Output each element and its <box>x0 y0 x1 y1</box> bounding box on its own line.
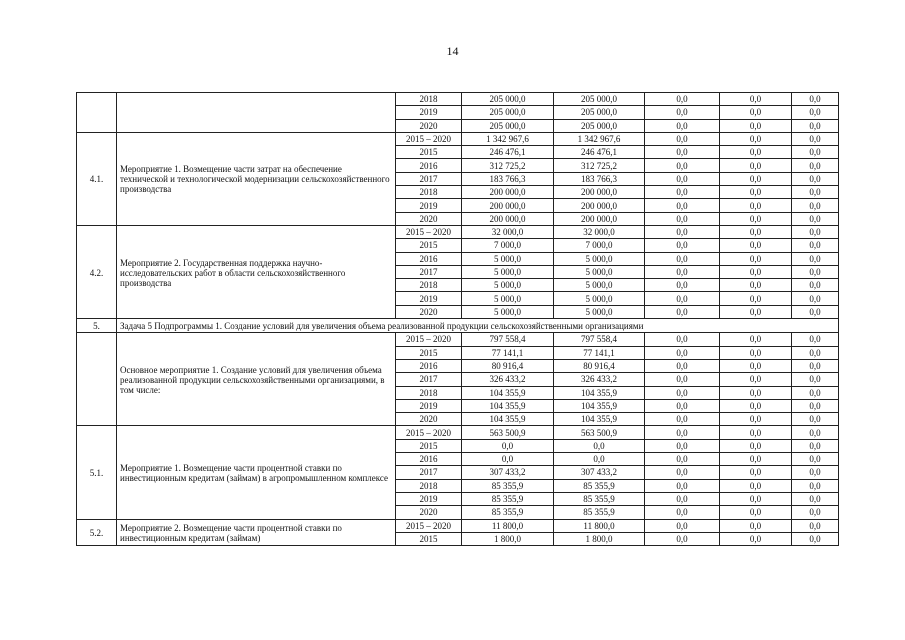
source-2-cell: 0,0 <box>645 399 720 412</box>
source-3-cell: 0,0 <box>720 172 792 185</box>
source-2-cell: 0,0 <box>645 466 720 479</box>
year-cell: 2015 <box>396 146 462 159</box>
source-4-cell: 0,0 <box>792 386 839 399</box>
source-2-cell: 0,0 <box>645 159 720 172</box>
source-4-cell: 0,0 <box>792 159 839 172</box>
source-4-cell: 0,0 <box>792 252 839 265</box>
source-4-cell: 0,0 <box>792 359 839 372</box>
source-2-cell: 0,0 <box>645 386 720 399</box>
source-1-cell: 183 766,3 <box>554 172 645 185</box>
source-2-cell: 0,0 <box>645 132 720 145</box>
source-3-cell: 0,0 <box>720 93 792 106</box>
source-1-cell: 5 000,0 <box>554 305 645 318</box>
total-cell: 85 355,9 <box>462 479 554 492</box>
year-cell: 2017 <box>396 172 462 185</box>
source-4-cell: 0,0 <box>792 346 839 359</box>
total-cell: 77 141,1 <box>462 346 554 359</box>
source-3-cell: 0,0 <box>720 399 792 412</box>
total-cell: 5 000,0 <box>462 252 554 265</box>
source-2-cell: 0,0 <box>645 199 720 212</box>
year-cell: 2017 <box>396 265 462 278</box>
source-4-cell: 0,0 <box>792 506 839 519</box>
activity-name: Мероприятие 1. Возмещение части затрат на обеспечение технической и технологической модернизации сельскохозяйственного производства <box>117 132 396 225</box>
total-cell: 5 000,0 <box>462 305 554 318</box>
source-2-cell: 0,0 <box>645 333 720 346</box>
year-cell: 2020 <box>396 212 462 225</box>
year-cell: 2016 <box>396 359 462 372</box>
source-1-cell: 80 916,4 <box>554 359 645 372</box>
source-3-cell: 0,0 <box>720 479 792 492</box>
total-cell: 246 476,1 <box>462 146 554 159</box>
source-1-cell: 32 000,0 <box>554 225 645 238</box>
total-cell: 11 800,0 <box>462 519 554 532</box>
activity-name: Мероприятие 2. Возмещение части процентной ставки по инвестиционным кредитам (займам) <box>117 519 396 546</box>
source-4-cell: 0,0 <box>792 225 839 238</box>
year-cell: 2018 <box>396 279 462 292</box>
total-cell: 85 355,9 <box>462 506 554 519</box>
source-4-cell: 0,0 <box>792 532 839 545</box>
source-2-cell: 0,0 <box>645 413 720 426</box>
source-3-cell: 0,0 <box>720 386 792 399</box>
total-cell: 32 000,0 <box>462 225 554 238</box>
source-3-cell: 0,0 <box>720 346 792 359</box>
year-cell: 2020 <box>396 305 462 318</box>
source-1-cell: 5 000,0 <box>554 279 645 292</box>
total-cell: 5 000,0 <box>462 265 554 278</box>
source-3-cell: 0,0 <box>720 252 792 265</box>
source-4-cell: 0,0 <box>792 119 839 132</box>
source-1-cell: 200 000,0 <box>554 212 645 225</box>
source-2-cell: 0,0 <box>645 239 720 252</box>
year-cell: 2015 – 2020 <box>396 132 462 145</box>
source-3-cell: 0,0 <box>720 106 792 119</box>
source-2-cell: 0,0 <box>645 172 720 185</box>
source-3-cell: 0,0 <box>720 492 792 505</box>
source-2-cell: 0,0 <box>645 439 720 452</box>
total-cell: 205 000,0 <box>462 106 554 119</box>
row-number: 4.2. <box>77 225 117 318</box>
total-cell: 85 355,9 <box>462 492 554 505</box>
source-4-cell: 0,0 <box>792 172 839 185</box>
source-4-cell: 0,0 <box>792 426 839 439</box>
total-cell: 205 000,0 <box>462 93 554 106</box>
source-2-cell: 0,0 <box>645 506 720 519</box>
source-4-cell: 0,0 <box>792 479 839 492</box>
source-1-cell: 307 433,2 <box>554 466 645 479</box>
total-cell: 200 000,0 <box>462 212 554 225</box>
task-row <box>77 319 839 333</box>
year-cell: 2019 <box>396 199 462 212</box>
source-1-cell: 312 725,2 <box>554 159 645 172</box>
source-4-cell: 0,0 <box>792 292 839 305</box>
source-3-cell: 0,0 <box>720 532 792 545</box>
total-cell: 205 000,0 <box>462 119 554 132</box>
source-4-cell: 0,0 <box>792 132 839 145</box>
source-1-cell: 200 000,0 <box>554 186 645 199</box>
total-cell: 183 766,3 <box>462 172 554 185</box>
source-1-cell: 7 000,0 <box>554 239 645 252</box>
source-3-cell: 0,0 <box>720 453 792 466</box>
source-4-cell: 0,0 <box>792 186 839 199</box>
year-cell: 2015 – 2020 <box>396 426 462 439</box>
row-number <box>77 93 117 133</box>
source-3-cell: 0,0 <box>720 519 792 532</box>
year-cell: 2015 <box>396 346 462 359</box>
source-2-cell: 0,0 <box>645 93 720 106</box>
source-4-cell: 0,0 <box>792 439 839 452</box>
total-cell: 200 000,0 <box>462 199 554 212</box>
activity-name: Мероприятие 2. Государственная поддержка научно-исследовательских работ в области сельскохозяйственного производства <box>117 225 396 318</box>
source-2-cell: 0,0 <box>645 252 720 265</box>
year-cell: 2018 <box>396 186 462 199</box>
activity-name: Мероприятие 1. Возмещение части процентной ставки по инвестиционным кредитам (займам) в агропромышленном комплексе <box>117 426 396 519</box>
source-4-cell: 0,0 <box>792 305 839 318</box>
source-1-cell: 5 000,0 <box>554 292 645 305</box>
source-1-cell: 246 476,1 <box>554 146 645 159</box>
source-3-cell: 0,0 <box>720 466 792 479</box>
row-number: 5.1. <box>77 426 117 519</box>
source-2-cell: 0,0 <box>645 346 720 359</box>
year-cell: 2018 <box>396 479 462 492</box>
total-cell: 1 800,0 <box>462 532 554 545</box>
year-cell: 2020 <box>396 413 462 426</box>
source-1-cell: 85 355,9 <box>554 479 645 492</box>
source-1-cell: 0,0 <box>554 439 645 452</box>
year-cell: 2019 <box>396 492 462 505</box>
year-cell: 2015 <box>396 239 462 252</box>
row-number <box>77 333 117 426</box>
row-number: 5. <box>77 319 117 333</box>
source-3-cell: 0,0 <box>720 292 792 305</box>
source-2-cell: 0,0 <box>645 146 720 159</box>
source-3-cell: 0,0 <box>720 212 792 225</box>
source-2-cell: 0,0 <box>645 212 720 225</box>
source-1-cell: 1 800,0 <box>554 532 645 545</box>
table-body <box>77 93 839 546</box>
source-4-cell: 0,0 <box>792 199 839 212</box>
source-4-cell: 0,0 <box>792 453 839 466</box>
source-4-cell: 0,0 <box>792 212 839 225</box>
source-1-cell: 326 433,2 <box>554 373 645 386</box>
source-4-cell: 0,0 <box>792 466 839 479</box>
source-4-cell: 0,0 <box>792 492 839 505</box>
source-1-cell: 104 355,9 <box>554 386 645 399</box>
source-4-cell: 0,0 <box>792 93 839 106</box>
total-cell: 104 355,9 <box>462 399 554 412</box>
year-cell: 2019 <box>396 292 462 305</box>
source-2-cell: 0,0 <box>645 359 720 372</box>
source-2-cell: 0,0 <box>645 519 720 532</box>
total-cell: 307 433,2 <box>462 466 554 479</box>
activity-name <box>117 93 396 133</box>
source-2-cell: 0,0 <box>645 186 720 199</box>
source-1-cell: 104 355,9 <box>554 413 645 426</box>
source-4-cell: 0,0 <box>792 146 839 159</box>
source-3-cell: 0,0 <box>720 186 792 199</box>
table-row <box>77 426 839 439</box>
source-2-cell: 0,0 <box>645 292 720 305</box>
source-4-cell: 0,0 <box>792 279 839 292</box>
source-1-cell: 200 000,0 <box>554 199 645 212</box>
source-3-cell: 0,0 <box>720 333 792 346</box>
source-2-cell: 0,0 <box>645 453 720 466</box>
task-title: Задача 5 Подпрограммы 1. Создание условий для увеличения объема реализованной продукции сельскохозяйственными организациями <box>117 319 839 333</box>
source-1-cell: 205 000,0 <box>554 106 645 119</box>
source-1-cell: 797 558,4 <box>554 333 645 346</box>
source-3-cell: 0,0 <box>720 279 792 292</box>
source-1-cell: 5 000,0 <box>554 252 645 265</box>
source-4-cell: 0,0 <box>792 519 839 532</box>
year-cell: 2015 – 2020 <box>396 519 462 532</box>
source-4-cell: 0,0 <box>792 239 839 252</box>
source-4-cell: 0,0 <box>792 265 839 278</box>
source-2-cell: 0,0 <box>645 492 720 505</box>
source-1-cell: 0,0 <box>554 453 645 466</box>
total-cell: 0,0 <box>462 453 554 466</box>
year-cell: 2017 <box>396 373 462 386</box>
source-2-cell: 0,0 <box>645 305 720 318</box>
source-2-cell: 0,0 <box>645 265 720 278</box>
source-2-cell: 0,0 <box>645 479 720 492</box>
source-3-cell: 0,0 <box>720 426 792 439</box>
source-2-cell: 0,0 <box>645 532 720 545</box>
year-cell: 2015 – 2020 <box>396 225 462 238</box>
source-3-cell: 0,0 <box>720 119 792 132</box>
source-1-cell: 85 355,9 <box>554 506 645 519</box>
total-cell: 1 342 967,6 <box>462 132 554 145</box>
total-cell: 104 355,9 <box>462 413 554 426</box>
year-cell: 2017 <box>396 466 462 479</box>
year-cell: 2020 <box>396 506 462 519</box>
source-1-cell: 205 000,0 <box>554 119 645 132</box>
table-row <box>77 519 839 532</box>
source-2-cell: 0,0 <box>645 119 720 132</box>
activity-name: Основное мероприятие 1. Создание условий для увеличения объема реализованной продукции сельскохозяйственными организациями, в том числе: <box>117 333 396 426</box>
year-cell: 2019 <box>396 106 462 119</box>
budget-table <box>76 92 839 546</box>
total-cell: 200 000,0 <box>462 186 554 199</box>
source-1-cell: 5 000,0 <box>554 265 645 278</box>
source-3-cell: 0,0 <box>720 413 792 426</box>
source-4-cell: 0,0 <box>792 333 839 346</box>
source-2-cell: 0,0 <box>645 373 720 386</box>
total-cell: 7 000,0 <box>462 239 554 252</box>
year-cell: 2019 <box>396 399 462 412</box>
source-1-cell: 563 500,9 <box>554 426 645 439</box>
source-2-cell: 0,0 <box>645 106 720 119</box>
source-3-cell: 0,0 <box>720 373 792 386</box>
table-row <box>77 132 839 145</box>
source-4-cell: 0,0 <box>792 413 839 426</box>
total-cell: 80 916,4 <box>462 359 554 372</box>
table-row <box>77 225 839 238</box>
source-4-cell: 0,0 <box>792 373 839 386</box>
source-3-cell: 0,0 <box>720 225 792 238</box>
year-cell: 2015 – 2020 <box>396 333 462 346</box>
source-3-cell: 0,0 <box>720 239 792 252</box>
source-1-cell: 85 355,9 <box>554 492 645 505</box>
source-3-cell: 0,0 <box>720 132 792 145</box>
source-3-cell: 0,0 <box>720 506 792 519</box>
source-3-cell: 0,0 <box>720 265 792 278</box>
year-cell: 2016 <box>396 453 462 466</box>
source-3-cell: 0,0 <box>720 159 792 172</box>
total-cell: 5 000,0 <box>462 279 554 292</box>
source-1-cell: 104 355,9 <box>554 399 645 412</box>
source-4-cell: 0,0 <box>792 106 839 119</box>
row-number: 4.1. <box>77 132 117 225</box>
table-row <box>77 93 839 106</box>
source-2-cell: 0,0 <box>645 279 720 292</box>
source-4-cell: 0,0 <box>792 399 839 412</box>
page-number: 14 <box>446 44 459 58</box>
total-cell: 563 500,9 <box>462 426 554 439</box>
year-cell: 2016 <box>396 159 462 172</box>
source-3-cell: 0,0 <box>720 146 792 159</box>
total-cell: 326 433,2 <box>462 373 554 386</box>
year-cell: 2015 <box>396 532 462 545</box>
source-3-cell: 0,0 <box>720 439 792 452</box>
source-3-cell: 0,0 <box>720 199 792 212</box>
year-cell: 2018 <box>396 386 462 399</box>
source-1-cell: 205 000,0 <box>554 93 645 106</box>
source-2-cell: 0,0 <box>645 225 720 238</box>
table-row <box>77 333 839 346</box>
source-1-cell: 11 800,0 <box>554 519 645 532</box>
row-number: 5.2. <box>77 519 117 546</box>
total-cell: 104 355,9 <box>462 386 554 399</box>
source-1-cell: 1 342 967,6 <box>554 132 645 145</box>
total-cell: 5 000,0 <box>462 292 554 305</box>
total-cell: 0,0 <box>462 439 554 452</box>
year-cell: 2016 <box>396 252 462 265</box>
total-cell: 797 558,4 <box>462 333 554 346</box>
source-2-cell: 0,0 <box>645 426 720 439</box>
source-3-cell: 0,0 <box>720 359 792 372</box>
source-3-cell: 0,0 <box>720 305 792 318</box>
year-cell: 2020 <box>396 119 462 132</box>
total-cell: 312 725,2 <box>462 159 554 172</box>
source-1-cell: 77 141,1 <box>554 346 645 359</box>
year-cell: 2018 <box>396 93 462 106</box>
year-cell: 2015 <box>396 439 462 452</box>
